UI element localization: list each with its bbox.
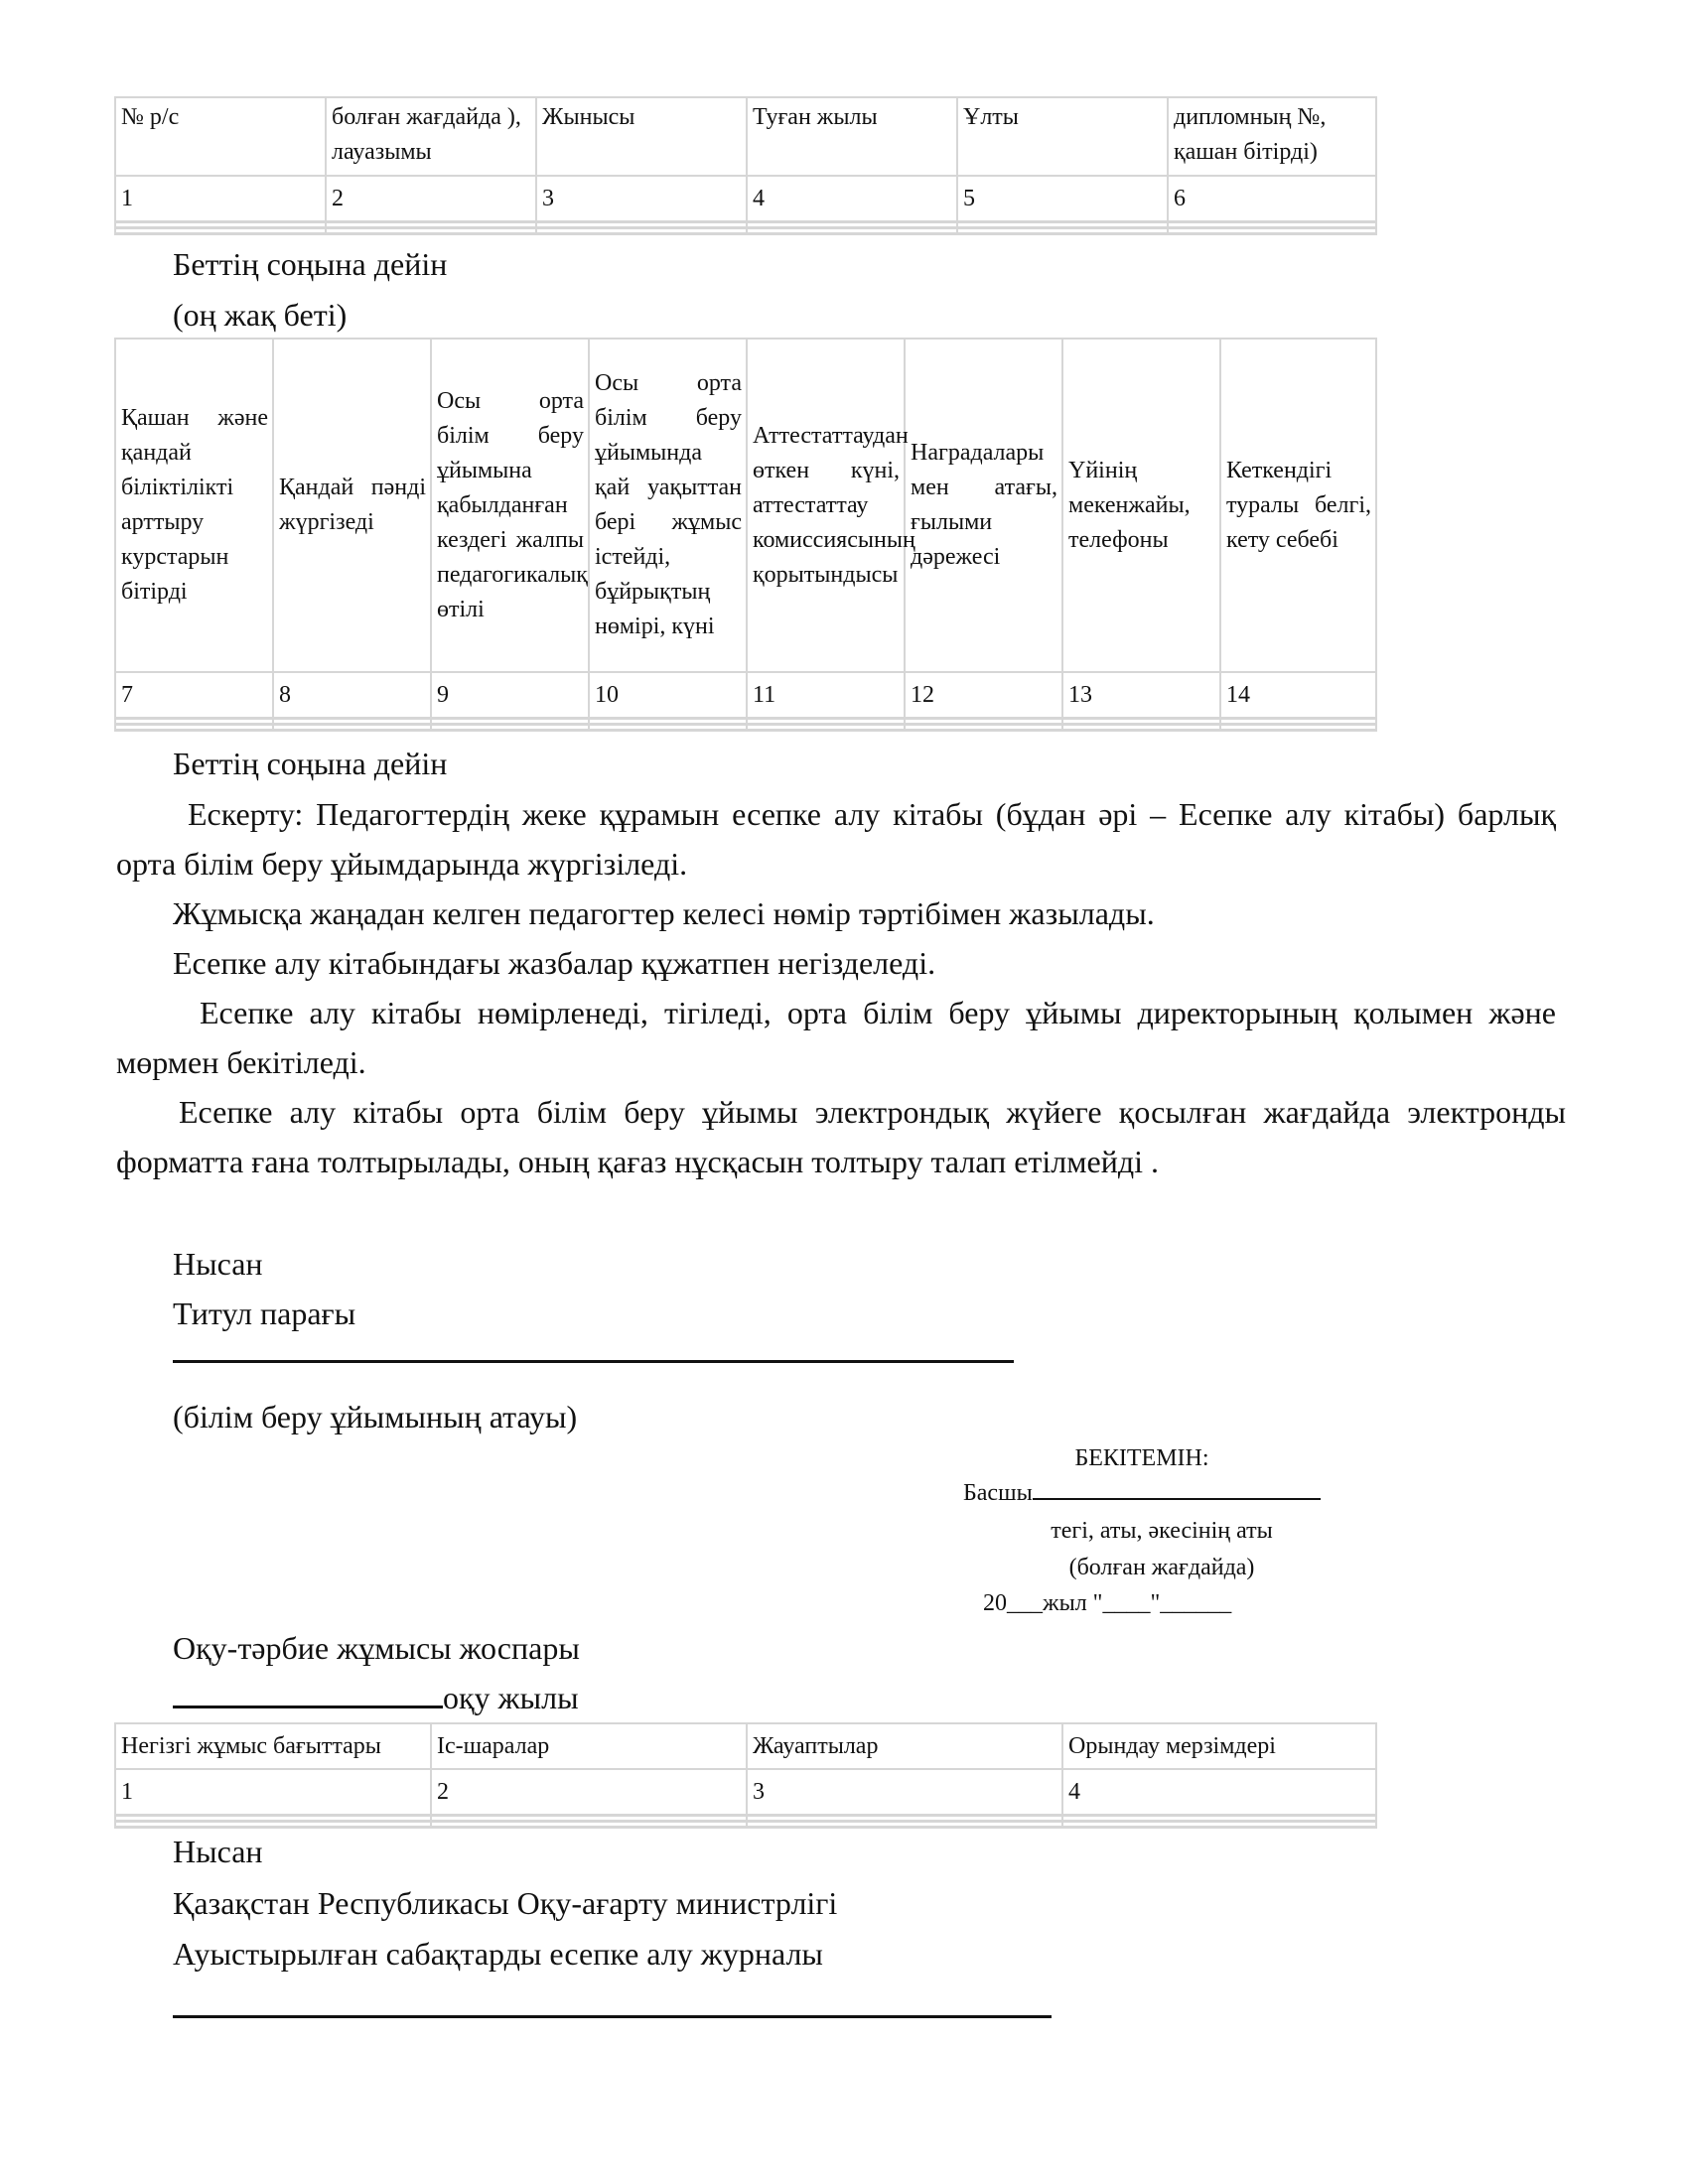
head-label: Басшы [963, 1480, 1033, 1506]
name-caption: тегі, аты, әкесінің аты [1051, 1518, 1273, 1544]
org-name-blank-line [173, 1360, 1014, 1363]
header-cell: Аттестаттаудан өткен күні, аттестаттау комиссиясының қорытындысы [747, 339, 905, 672]
note-paragraph: Есепке алу кітабындағы жазбалар құжатпен негізделеді. [173, 945, 936, 981]
number-cell: 6 [1168, 176, 1376, 222]
table-header-row [115, 97, 1376, 176]
number-cell: 3 [536, 176, 747, 222]
head-signature-line [963, 1476, 1321, 1510]
staff-table-left-page [114, 96, 1377, 235]
org-name-caption: (білім беру ұйымының атауы) [173, 1399, 578, 1434]
note-paragraph: Есепке алу кітабы орта білім беру ұйымы электрондық жүйеге қосылған жағдайда электронды форматта ғана толтырылады, оның қағаз нұсқасын толтыру талап етілмейді . [116, 1094, 1566, 1179]
header-cell: дипломның №, қашан бітірді) [1168, 97, 1376, 176]
header-cell: Кеткендігі туралы белгі, кету себебі [1220, 339, 1376, 672]
number-cell: 12 [905, 672, 1062, 719]
column-number-row [115, 176, 1376, 222]
year-blank [173, 1678, 443, 1708]
number-cell: 4 [747, 176, 957, 222]
number-cell: 4 [1062, 1769, 1376, 1816]
header-cell: Жауаптылар [747, 1723, 1062, 1769]
work-plan-table [114, 1722, 1377, 1829]
if-any-caption: (болған жағдайда) [1068, 1555, 1255, 1580]
year-suffix: оқу жылы [443, 1680, 579, 1715]
header-cell: Жынысы [536, 97, 747, 176]
header-cell: Үйінің мекенжайы, телефоны [1062, 339, 1220, 672]
page-end-label: Беттің соңына дейін [173, 246, 448, 282]
header-cell: Осы орта білім беру ұйымына қабылданған кездегі жалпы педагогикалық өтілі [431, 339, 589, 672]
header-cell: Осы орта білім беру ұйымында қай уақыттан бері жұмыс істейді, бұйрықтың нөмірі, күні [589, 339, 747, 672]
number-cell: 2 [326, 176, 536, 222]
blank-line [173, 2015, 1052, 2018]
staff-table-right-page [114, 338, 1377, 732]
empty-row [115, 1822, 1376, 1828]
number-cell: 9 [431, 672, 589, 719]
number-cell: 11 [747, 672, 905, 719]
header-cell: Негізгі жұмыс бағыттары [115, 1723, 431, 1769]
date-line: 20___жыл "____"______ [983, 1590, 1232, 1616]
header-cell: Туған жылы [747, 97, 957, 176]
number-cell: 2 [431, 1769, 747, 1816]
number-cell: 8 [273, 672, 431, 719]
note-paragraph: Есепке алу кітабы нөмірленеді, тігіледі, орта білім беру ұйымы директорының қолымен және мөрмен бекітіледі. [116, 995, 1556, 1080]
number-cell: 1 [115, 1769, 431, 1816]
number-cell: 1 [115, 176, 326, 222]
signature-blank [1033, 1476, 1321, 1500]
table-header-row [115, 339, 1376, 672]
empty-row [115, 725, 1376, 731]
header-cell: № р/с [115, 97, 326, 176]
column-number-row [115, 672, 1376, 719]
approval-title: БЕКІТЕМІН: [1074, 1445, 1209, 1471]
number-cell: 7 [115, 672, 273, 719]
academic-year-line [173, 1677, 579, 1718]
page-end-label: Беттің соңына дейін [173, 746, 448, 781]
header-cell: Қашан және қандай біліктілікті арттыру курстарын бітірді [115, 339, 273, 672]
number-cell: 5 [957, 176, 1168, 222]
number-cell: 3 [747, 1769, 1062, 1816]
column-number-row [115, 1769, 1376, 1816]
header-cell: Наградалары мен атағы, ғылыми дәрежесі [905, 339, 1062, 672]
header-cell: Ұлты [957, 97, 1168, 176]
right-page-label: (оң жақ беті) [173, 297, 348, 333]
note-paragraph: Жұмысқа жаңадан келген педагогтер келесі нөмір тәртібімен жазылады. [173, 895, 1155, 931]
header-cell: Қандай пәнді жүргізеді [273, 339, 431, 672]
form-label: Нысан [173, 1834, 263, 1869]
journal-title: Ауыстырылған сабақтарды есепке алу журналы [173, 1936, 823, 1972]
title-page-label: Титул парағы [173, 1296, 356, 1331]
form-label: Нысан [173, 1246, 263, 1282]
empty-row [115, 228, 1376, 234]
plan-title: Оқу-тәрбие жұмысы жоспары [173, 1630, 580, 1666]
table-header-row [115, 1723, 1376, 1769]
number-cell: 13 [1062, 672, 1220, 719]
header-cell: болған жағдайда ), лауазымы [326, 97, 536, 176]
number-cell: 14 [1220, 672, 1376, 719]
ministry-name: Қазақстан Республикасы Оқу-ағарту министрлігі [173, 1885, 838, 1921]
header-cell: Орындау мерзімдері [1062, 1723, 1376, 1769]
note-paragraph: Ескерту: Педагогтердің жеке құрамын есепке алу кітабы (бұдан әрі – Есепке алу кітабы) барлық орта білім беру ұйымдарында жүргізіледі. [116, 796, 1556, 882]
header-cell: Іс-шаралар [431, 1723, 747, 1769]
number-cell: 10 [589, 672, 747, 719]
